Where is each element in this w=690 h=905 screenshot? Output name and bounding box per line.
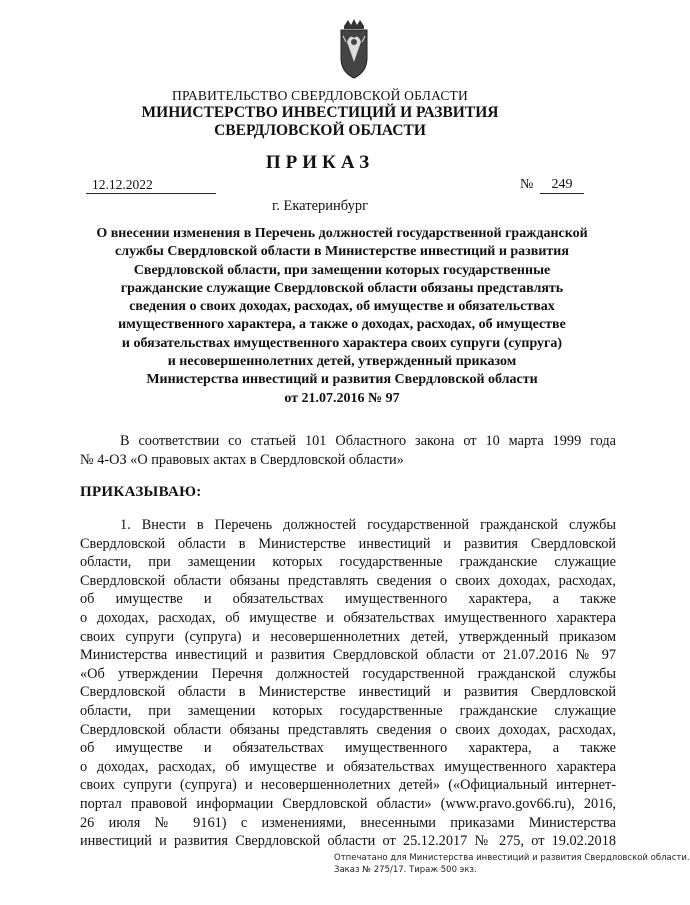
paragraph-line: об имуществе и обязательствах имущественного характера, а также <box>80 740 616 757</box>
paragraph-line: области, при замещении которых государственные гражданские служащие <box>80 554 616 571</box>
paragraph-line: Министерства инвестиций и развития Свердловской области от 21.07.2016 № 97 <box>80 647 616 664</box>
print-footer <box>334 852 690 876</box>
paragraph-line: Свердловской области обязаны представлять сведения о своих доходах, расходах, <box>80 572 616 589</box>
title-line: службы Свердловской области в Министерстве инвестиций и развития <box>115 244 569 260</box>
title-line: Свердловской области, при замещении которых государственные <box>133 262 551 278</box>
paragraph-line: Свердловской области в Министерстве инвестиций и развития Свердловской <box>80 684 616 701</box>
paragraph-line: Свердловской области обязаны представлять сведения о своих доходах, расходах, <box>80 721 616 738</box>
title-line: Министерства инвестиций и развития Свердловской области <box>146 372 538 388</box>
government-name: ПРАВИТЕЛЬСТВО СВЕРДЛОВСКОЙ ОБЛАСТИ <box>172 88 468 103</box>
title-line: О внесении изменения в Перечень должностей государственной гражданской <box>96 226 588 241</box>
title-line: гражданские служащие Свердловской области обязаны представлять <box>120 280 564 296</box>
title-line: от 21.07.2016 № 97 <box>284 390 400 406</box>
ministry-name-line1: МИНИСТЕРСТВО ИНВЕСТИЦИЙ И РАЗВИТИЯ <box>141 104 499 121</box>
paragraph-line: своих супруги (супруга) и несовершеннолетних детей, утвержденный приказом <box>80 628 616 645</box>
ministry-name-line2: СВЕРДЛОВСКОЙ ОБЛАСТИ <box>214 122 426 139</box>
paragraph-line: 1. Внести в Перечень должностей государственной гражданской службы <box>120 517 616 533</box>
order-date: 12.12.2022 <box>86 177 216 194</box>
coat-of-arms-icon <box>336 18 372 80</box>
paragraph-line: о доходах, расходах, об имуществе и обязательствах имущественного характера <box>80 609 616 626</box>
footer-line1: Отпечатано для Министерства инвестиций и развития Свердловской области. <box>334 853 690 863</box>
item-1-paragraph <box>80 516 616 851</box>
paragraph-line: о доходах, расходах, об имуществе и обязательствах имущественного характера <box>80 758 616 775</box>
paragraph-line: своих супруги (супруга) и несовершеннолетних детей» («Официальный интернет- <box>80 777 616 794</box>
paragraph-line: инвестиций и развития Свердловской области от 25.12.2017 № 275, от 19.02.2018 <box>80 833 616 850</box>
order-title <box>68 225 616 408</box>
title-line: сведения о своих доходах, расходах, об имуществе и обязательствах <box>129 299 555 315</box>
document-type: ПРИКАЗ <box>265 152 375 173</box>
paragraph-line: об имуществе и обязательствах имущественного характера, а также <box>80 591 616 608</box>
legal-basis-paragraph <box>80 432 616 469</box>
paragraph-line: В соответствии со статьей 101 Областного закона от 10 марта 1999 года <box>120 433 616 449</box>
title-line: и несовершеннолетних детей, утвержденный приказом <box>167 354 517 370</box>
paragraph-line: Свердловской области в Министерстве инвестиций и развития Свердловской <box>80 535 616 552</box>
paragraph-line: портал правовой информации Свердловской области» (www.pravo.gov66.ru), 2016, <box>80 795 616 812</box>
paragraph-line: № 4-ОЗ «О правовых актах в Свердловской области» <box>80 451 404 468</box>
ministry-name <box>0 104 640 140</box>
city: г. Екатеринбург <box>271 198 369 214</box>
paragraph-line: области, при замещении которых государственные гражданские служащие <box>80 702 616 719</box>
title-line: имущественного характера, а также о доходах, расходах, об имуществе <box>118 317 566 333</box>
paragraph-line: 26 июля № 9161) с изменениями, внесенными приказами Министерства <box>80 814 616 831</box>
order-directive: ПРИКАЗЫВАЮ: <box>80 484 202 500</box>
order-number-label: № <box>520 177 534 192</box>
footer-line2: Заказ № 275/17. Тираж 500 экз. <box>334 865 477 875</box>
paragraph-line: «Об утверждении Перечня должностей государственной гражданской службы <box>80 665 616 682</box>
order-number: 249 <box>540 177 584 194</box>
title-line: и обязательствах имущественного характера своих супруги (супруга) <box>121 335 563 351</box>
